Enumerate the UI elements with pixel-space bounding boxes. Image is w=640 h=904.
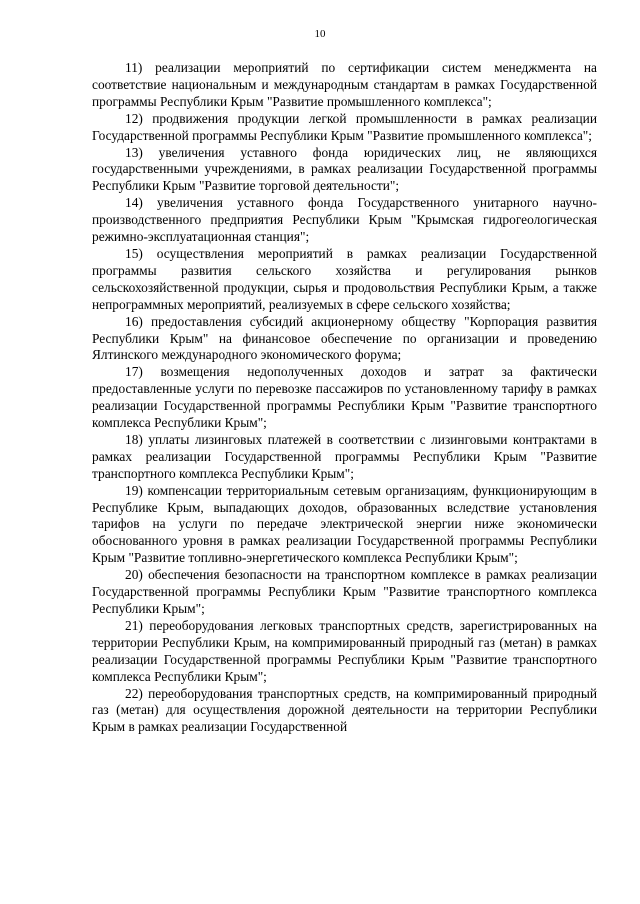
- list-item-12: 12) продвижения продукции легкой промышленности в рамках реализации Государственной программы Республики Крым "Развитие промышленного комплекса";: [92, 110, 597, 143]
- list-item-22: 22) переоборудования транспортных средств, на компримированный природный газ (метан) для осуществления дорожной деятельности на территории Республики Крым в рамках реализации Государственной: [92, 685, 597, 735]
- page-number: 10: [314, 28, 326, 40]
- list-item-17: 17) возмещения недополученных доходов и затрат за фактически предоставленные услуги по перевозке пассажиров по установленному тарифу в рамках реализации Государственной программы Республики Крым "Развитие транспортного комплекса Республики Крым";: [92, 364, 597, 431]
- list-item-11: 11) реализации мероприятий по сертификации систем менеджмента на соответствие национальным и международным стандартам в рамках Государственной программы Республики Крым "Развитие промышленного комплекса";: [92, 60, 597, 109]
- list-item-18: 18) уплаты лизинговых платежей в соответствии с лизинговыми контрактами в рамках реализации Государственной программы Республики Крым "Развитие транспортного комплекса Республики Крым";: [92, 431, 597, 481]
- document-body: [92, 60, 597, 736]
- list-item-14: 14) увеличения уставного фонда Государственного унитарного научно-производственного предприятия Республики Крым "Крымская гидрогеологическая режимно-эксплуатационная станция";: [92, 195, 597, 245]
- list-item-15: 15) осуществления мероприятий в рамках реализации Государственной программы развития сельского хозяйства и регулирования рынков сельскохозяйственной продукции, сырья и продовольствия Республики Крым, а также непрограммных мероприятий, реализуемых в сфере сельского хозяйства;: [92, 245, 597, 312]
- list-item-21: 21) переоборудования легковых транспортных средств, зарегистрированных на территории Республики Крым, на компримированный природный газ (метан) в рамках реализации Государственной программы Республики Крым "Развитие транспортного комплекса Республики Крым";: [92, 617, 597, 684]
- list-item-20: 20) обеспечения безопасности на транспортном комплексе в рамках реализации Государственной программы Республики Крым "Развитие транспортного комплекса Республики Крым";: [92, 567, 597, 616]
- list-item-19: 19) компенсации территориальным сетевым организациям, функционирующим в Республике Крым, выпадающих доходов, образованных вследствие установления тарифов на услуги по передаче электрической энергии ниже экономически обоснованного уровня в рамках реализации Государственной программы Республики Крым "Развитие топливно-энергетического комплекса Республики Крым";: [92, 482, 597, 566]
- list-item-16: 16) предоставления субсидий акционерному обществу "Корпорация развития Республики Крым" на финансовое обеспечение по организации и проведению Ялтинского международного экономического форума;: [92, 313, 597, 363]
- list-item-13: 13) увеличения уставного фонда юридических лиц, не являющихся государственными учреждениями, в рамках реализации Государственной программы Республики Крым "Развитие торговой деятельности";: [92, 144, 597, 194]
